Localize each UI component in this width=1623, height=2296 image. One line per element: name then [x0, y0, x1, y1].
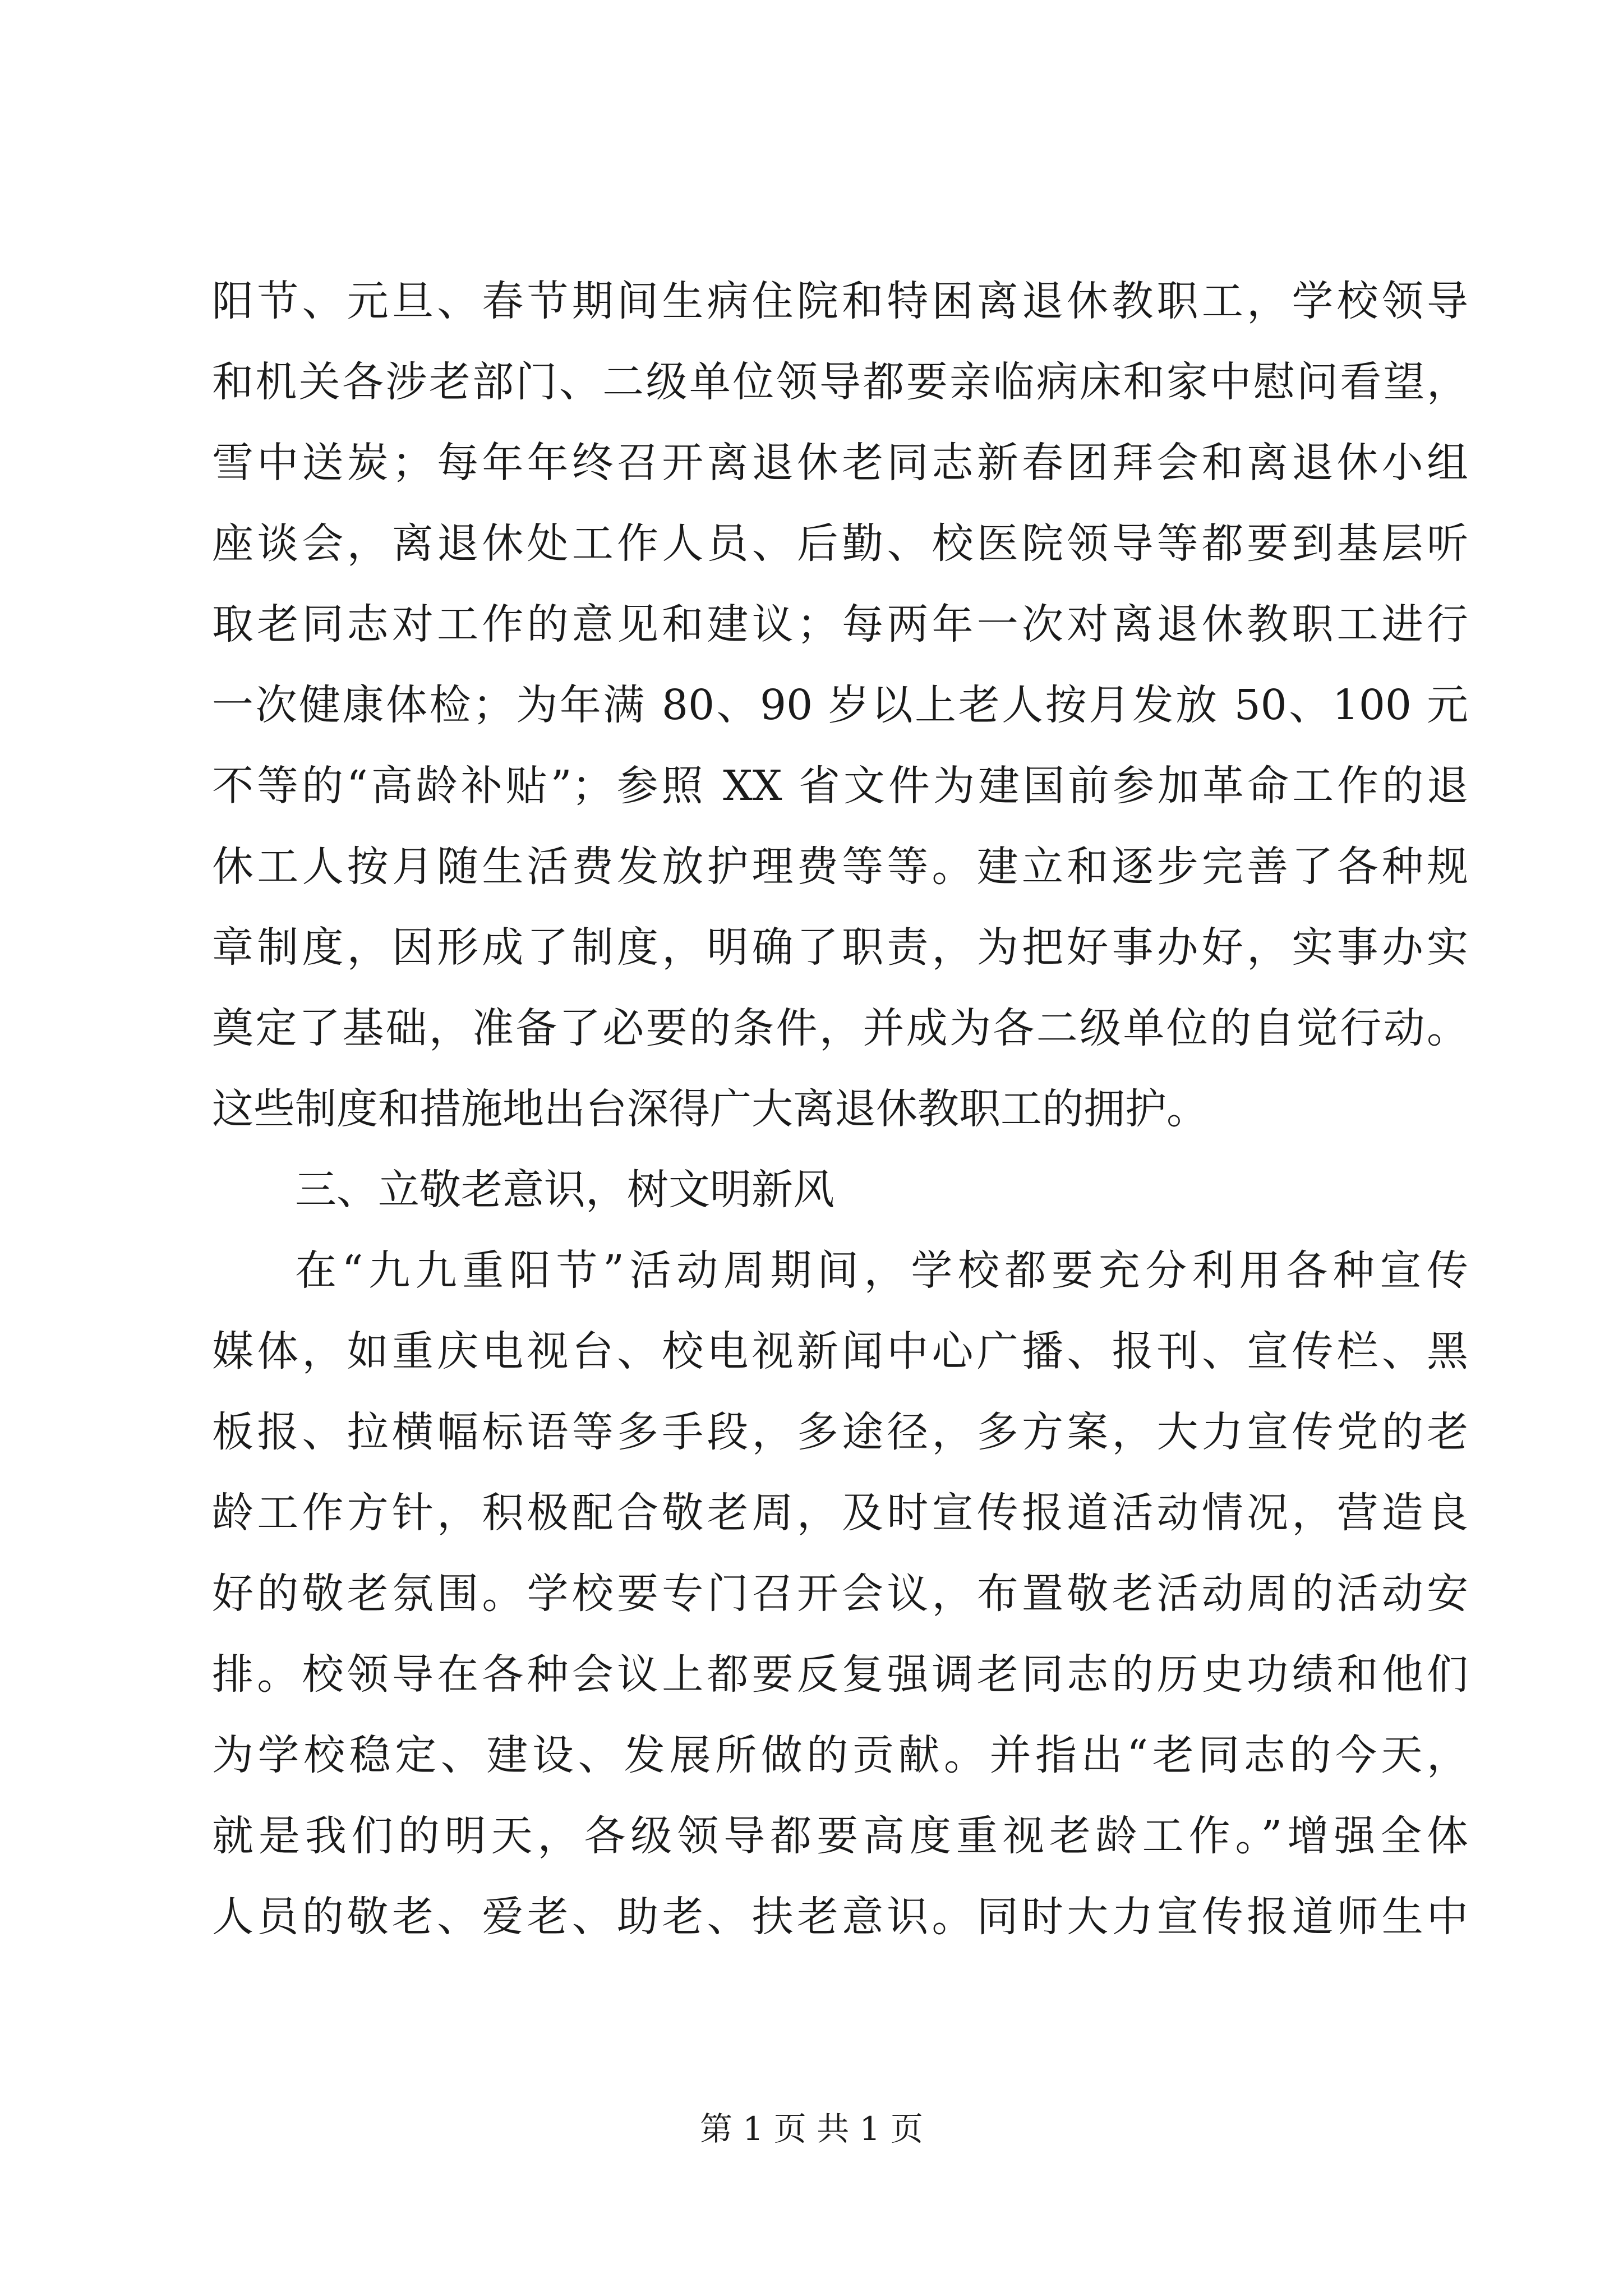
paragraph-1-line-6: 一次健康体检；为年满 80、90 岁以上老人按月发放 50、100 元: [212, 681, 1468, 729]
section-heading: 三、立敬老意识，树文明新风: [295, 1166, 834, 1214]
paragraph-1-line-8: 休工人按月随生活费发放护理费等等。建立和逐步完善了各种规: [212, 843, 1468, 891]
paragraph-1-line-10: 奠定了基础，准备了必要的条件，并成为各二级单位的自觉行动。: [212, 1004, 1468, 1052]
paragraph-1-line-9: 章制度，因形成了制度，明确了职责，为把好事办好，实事办实: [212, 923, 1468, 972]
paragraph-2-line-6: 排。校领导在各种会议上都要反复强调老同志的历史功绩和他们: [212, 1650, 1468, 1699]
paragraph-2-line-1: 在“九九重阳节”活动周期间，学校都要充分利用各种宣传: [295, 1246, 1468, 1295]
paragraph-1-line-3: 雪中送炭；每年年终召开离退休老同志新春团拜会和离退休小组: [212, 439, 1468, 487]
paragraph-2-line-5: 好的敬老氛围。学校要专门召开会议，布置敬老活动周的活动安: [212, 1570, 1468, 1618]
paragraph-1-line-7: 不等的“高龄补贴”；参照 XX 省文件为建国前参加革命工作的退: [212, 762, 1468, 810]
paragraph-1-line-4: 座谈会，离退休处工作人员、后勤、校医院领导等都要到基层听: [212, 519, 1468, 568]
paragraph-2-line-3: 板报、拉横幅标语等多手段，多途径，多方案，大力宣传党的老: [212, 1408, 1468, 1456]
paragraph-1-line-5: 取老同志对工作的意见和建议；每两年一次对离退休教职工进行: [212, 600, 1468, 648]
paragraph-1-line-1: 阳节、元旦、春节期间生病住院和特困离退休教职工，学校领导: [212, 277, 1468, 325]
paragraph-2-line-2: 媒体，如重庆电视台、校电视新闻中心广播、报刊、宣传栏、黑: [212, 1327, 1468, 1375]
paragraph-2-line-8: 就是我们的明天，各级领导都要高度重视老龄工作。”增强全体: [212, 1812, 1468, 1860]
paragraph-1-line-11: 这些制度和措施地出台深得广大离退休教职工的拥护。: [212, 1085, 1208, 1133]
paragraph-1-line-2: 和机关各涉老部门、二级单位领导都要亲临病床和家中慰问看望，: [212, 358, 1468, 406]
page-number-label: 第 1 页 共 1 页: [700, 2110, 923, 2148]
paragraph-2-line-7: 为学校稳定、建设、发展所做的贡献。并指出“老同志的今天，: [212, 1731, 1468, 1779]
page-footer: [0, 2106, 1623, 2151]
paragraph-2-line-4: 龄工作方针，积极配合敬老周，及时宣传报道活动情况，营造良: [212, 1489, 1468, 1537]
paragraph-2-line-9: 人员的敬老、爱老、助老、扶老意识。同时大力宣传报道师生中: [212, 1893, 1468, 1941]
document-body: [212, 261, 1468, 1957]
